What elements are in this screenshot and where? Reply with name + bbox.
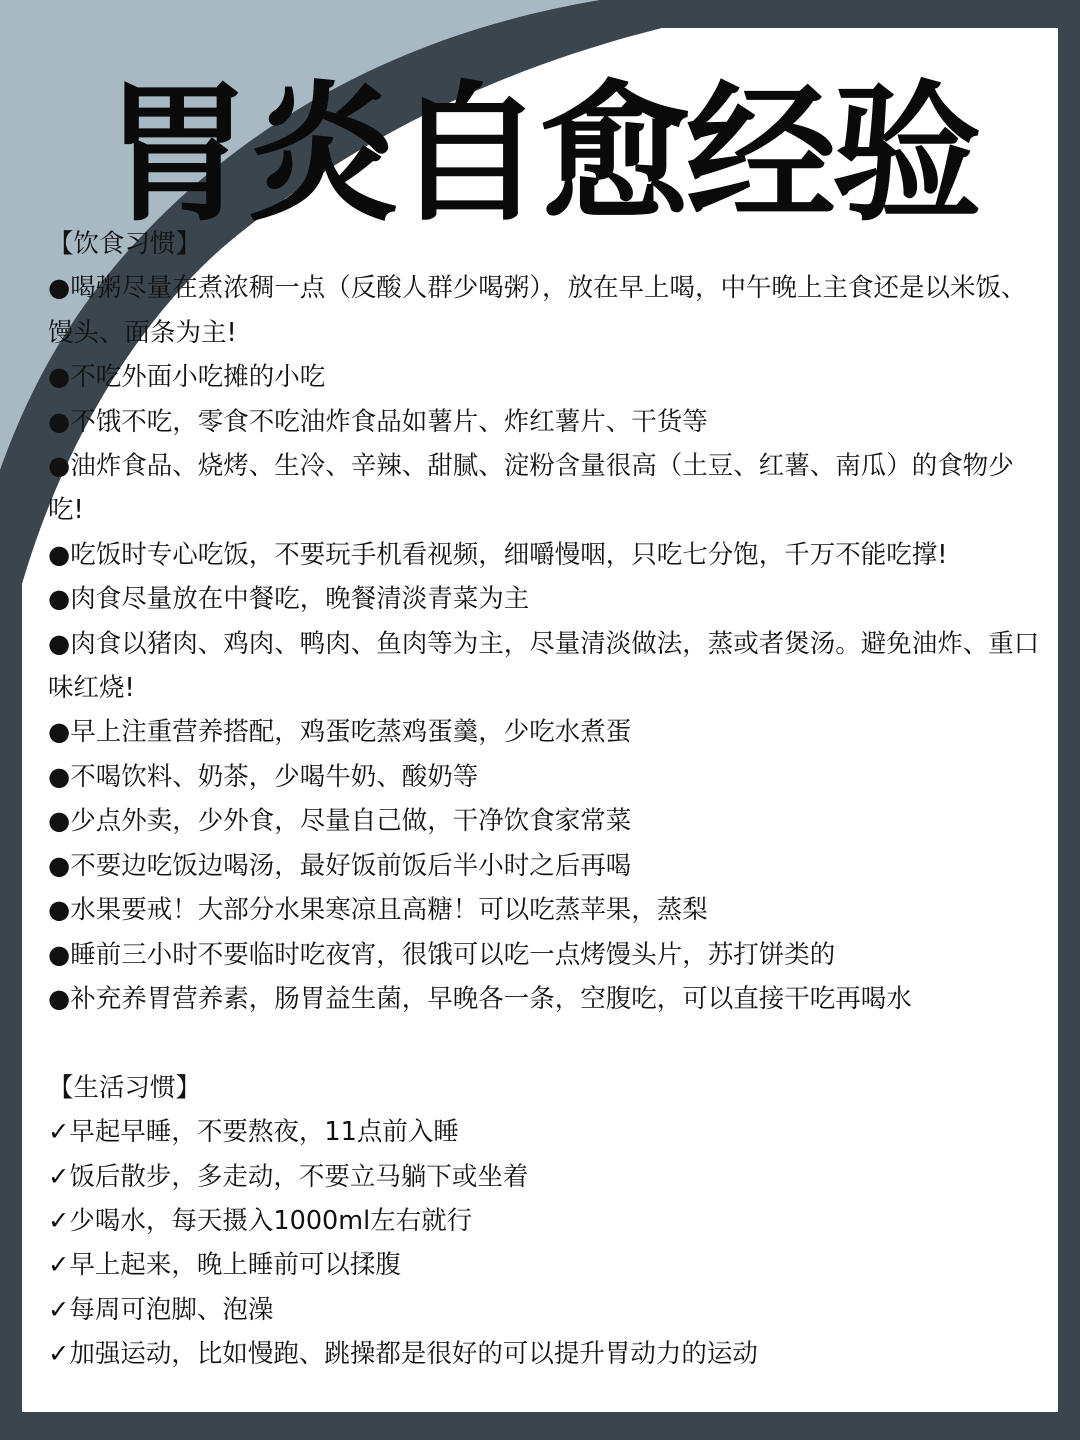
- section-spacer: [48, 1021, 1048, 1065]
- list-item: ●不喝饮料、奶茶，少喝牛奶、酸奶等: [48, 761, 479, 792]
- checklist-item: ✓早起早睡，不要熬夜，11点前入睡: [48, 1117, 459, 1148]
- list-item: ●吃饭时专心吃饭，不要玩手机看视频，细嚼慢咽，只吃七分饱，千万不能吃撑!: [48, 539, 948, 570]
- article-body: [48, 222, 1048, 1377]
- section-heading-lifestyle: 【生活习惯】: [48, 1072, 202, 1103]
- page-title: 胃炎自愈经验: [101, 68, 978, 242]
- list-item: ●油炸食品、烧烤、生冷、辛辣、甜腻、淀粉含量很高（土豆、红薯、南瓜）的食物少吃!: [48, 451, 1014, 526]
- checklist-item: ✓少喝水，每天摄入1000ml左右就行: [48, 1205, 473, 1236]
- list-item: ●少点外卖，少外食，尽量自己做，干净饮食家常菜: [48, 806, 632, 837]
- list-item: ●水果要戒！大部分水果寒凉且高糖！可以吃蒸苹果，蒸梨: [48, 895, 708, 926]
- list-item: ●补充养胃营养素，肠胃益生菌，早晚各一条，空腹吃，可以直接干吃再喝水: [48, 983, 912, 1014]
- checklist-item: ✓每周可泡脚、泡澡: [48, 1294, 274, 1325]
- section-heading-diet: 【饮食习惯】: [48, 229, 202, 259]
- list-item: ●不吃外面小吃摊的小吃: [48, 362, 326, 393]
- checklist-item: ✓饭后散步，多走动，不要立马躺下或坐着: [48, 1161, 529, 1192]
- checklist-item: ✓加强运动，比如慢跑、跳操都是很好的可以提升胃动力的运动: [48, 1339, 758, 1370]
- list-item: ●早上注重营养搭配，鸡蛋吃蒸鸡蛋羹，少吃水煮蛋: [48, 717, 632, 748]
- list-item: ●不饿不吃，零食不吃油炸食品如薯片、炸红薯片、干货等: [48, 406, 708, 437]
- list-item: ●睡前三小时不要临时吃夜宵，很饿可以吃一点烤馒头片，苏打饼类的: [48, 939, 836, 970]
- list-item: ●肉食以猪肉、鸡肉、鸭肉、鱼肉等为主，尽量清淡做法，蒸或者煲汤。避免油炸、重口味红烧!: [48, 628, 1040, 704]
- checklist-item: ✓早上起来，晚上睡前可以揉腹: [48, 1250, 401, 1281]
- list-item: ●肉食尽量放在中餐吃，晚餐清淡青菜为主: [48, 584, 530, 615]
- list-item: ●不要边吃饭边喝汤，最好饭前饭后半小时之后再喝: [48, 850, 632, 881]
- list-item: ●喝粥尽量在煮浓稠一点（反酸人群少喝粥），放在早上喝，中午晚上主食还是以米饭、馒头、面条为主!: [48, 273, 1027, 348]
